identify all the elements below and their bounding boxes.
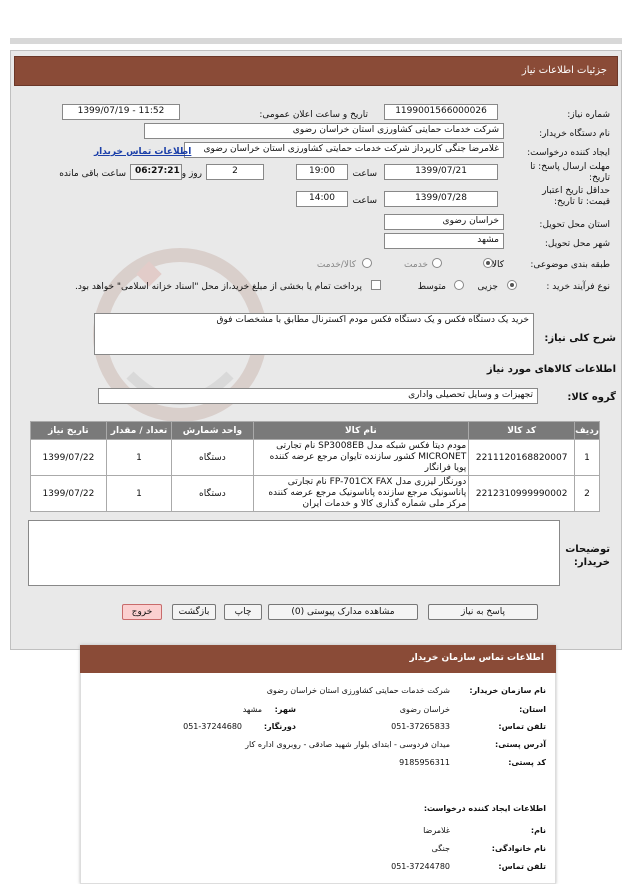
row-name: مودم دیتا فکس شبکه مدل SP3008EB نام تجارتی MICRONET کشور سازنده تایوان مرجع عرضه کننده پویا فرانگار [253,440,469,476]
process-option-minor: جزیی [477,282,498,292]
cphone-label: تلفن تماس: [498,862,546,871]
buyer-notes-field[interactable] [28,520,560,586]
org-label: نام سازمان خریدار: [469,686,546,695]
address-label: آدرس پستی: [495,740,546,749]
fax-c-value: 051-37244680 [183,722,242,731]
remaining-label: ساعت باقی مانده [59,169,126,179]
city-c-label: شهر: [274,705,296,714]
buyer-notes-label-2: خریدار: [573,557,610,568]
validity-time-field[interactable]: 14:00 [296,191,348,207]
province-c-label: استان: [519,705,546,714]
address-value: میدان فردوسی - ابتدای بلوار شهید صادقی - روبروی اداره کار [245,740,450,749]
goods-table-wrap [30,421,600,512]
process-label: نوع فرآیند خرید : [546,282,610,292]
process-radio-minor[interactable] [507,280,517,293]
col-code: کد کالا [469,422,575,440]
description-text[interactable]: خرید یک دستگاه فکس و یک دستگاه فکس مودم اکسترنال مطابق با مشخصات فوق [94,313,534,355]
postal-value: 9185956311 [399,758,450,767]
deadline-time-label: ساعت [352,169,377,179]
process-radio-medium[interactable] [454,280,464,293]
panel-header [14,56,618,86]
reply-button[interactable]: پاسخ به نیاز [428,604,538,620]
cphone-value: 051-37244780 [391,862,450,871]
creator-label: ایجاد کننده درخواست: [527,148,610,158]
back-button[interactable]: بازگشت [172,604,216,620]
contact-card-title: اطلاعات تماس سازمان خریدار [409,653,544,663]
postal-label: کد پستی: [508,758,546,767]
city-label: شهر محل تحویل: [544,239,610,249]
need-number-field[interactable]: 1199001566000026 [384,104,498,120]
deadline-label-1: مهلت ارسال پاسخ: تا [530,162,610,172]
attachments-button[interactable]: مشاهده مدارک پیوستی (0) [268,604,418,620]
province-c-value: خراسان رضوی [399,705,450,714]
family-value: جنگی [431,844,450,853]
announce-field[interactable]: 1399/07/19 - 11:52 [62,104,180,120]
buyer-notes-label-1: توضیحات [565,544,610,555]
treasury-checkbox[interactable] [371,280,381,290]
deadline-time-field[interactable]: 19:00 [296,164,348,180]
goods-section-title: اطلاعات کالاهای مورد نیاز [486,364,616,375]
phone-c-label: تلفن تماس: [498,722,546,731]
city-c-value: مشهد [242,705,262,714]
need-number-label: شماره نیاز: [567,110,610,120]
category-radio-service[interactable] [432,258,442,271]
goods-group-field[interactable]: تجهیزات و وسایل تحصیلی واداری [98,388,538,404]
row-qty: 1 [106,476,171,512]
validity-label-2: قیمت: تا تاریخ: [554,197,610,207]
buyer-org-label: نام دستگاه خریدار: [539,129,610,139]
table-row [31,476,600,512]
category-label: طبقه بندی موضوعی: [530,260,610,270]
deadline-date-field[interactable]: 1399/07/21 [384,164,498,180]
buyer-contact-link[interactable]: اطلاعات تماس خریدار [94,147,192,157]
goods-group-label: گروه کالا: [567,392,616,403]
deadline-label-2: تاریخ: [589,173,610,183]
row-date: 1399/07/22 [31,476,107,512]
contact-card-header [80,645,556,673]
process-option-medium: متوسط [417,282,446,292]
province-field[interactable]: خراسان رضوی [384,214,504,230]
payment-note: پرداخت تمام یا بخشی از مبلغ خرید،از محل "اسناد خزانه اسلامی" خواهد بود. [74,282,362,292]
name-label: نام: [530,826,546,835]
org-value: شرکت خدمات حمایتی کشاورزی استان خراسان رضوی [266,686,450,695]
category-option-goods: کالا [491,260,504,270]
name-value: غلامرضا [423,826,450,835]
table-row [31,440,600,476]
row-number: 1 [575,440,600,476]
remaining-time-field: 06:27:21 [130,164,182,180]
row-name: دورنگار لیزری مدل FP-701CX FAX نام تجارتی پاناسونیک مرجع سازنده پاناسونیک مرجع عرضه کننده مرکز ملی شماره گذاری کالا و خدمات ایران [253,476,469,512]
days-field[interactable]: 2 [206,164,264,180]
goods-table [30,421,600,512]
exit-button[interactable]: خروج [122,604,162,620]
top-strip [10,38,622,44]
row-code: 2212310999990002 [469,476,575,512]
phone-c-value: 051-37265833 [391,722,450,731]
print-button[interactable]: چاپ [224,604,262,620]
row-date: 1399/07/22 [31,440,107,476]
description-label: شرح کلی نیاز: [544,333,616,344]
validity-label-1: حداقل تاریخ اعتبار [542,186,610,196]
contact-card [80,645,556,884]
days-label: روز و [181,169,202,179]
fax-c-label: دورنگار: [263,722,296,731]
col-qty: تعداد / مقدار [106,422,171,440]
announce-label: تاریخ و ساعت اعلان عمومی: [259,110,368,120]
row-number: 2 [575,476,600,512]
col-name: نام کالا [253,422,469,440]
col-row: ردیف [575,422,600,440]
validity-time-label: ساعت [352,196,377,206]
creator-section-title: اطلاعات ایجاد کننده درخواست: [423,804,546,813]
row-unit: دستگاه [172,476,253,512]
col-unit: واحد شمارش [172,422,253,440]
category-radio-both[interactable] [362,258,372,271]
col-date: تاریخ نیاز [31,422,107,440]
page-title: جزئیات اطلاعات نیاز [521,65,607,76]
family-label: نام خانوادگی: [491,844,546,853]
city-field[interactable]: مشهد [384,233,504,249]
province-label: استان محل تحویل: [539,220,610,230]
creator-field[interactable]: غلامرضا جنگی کارپرداز شرکت خدمات حمایتی کشاورزی استان خراسان رضوی [184,142,504,158]
row-qty: 1 [106,440,171,476]
category-option-both: کالا/خدمت [316,260,356,270]
row-code: 2211120168820007 [469,440,575,476]
row-unit: دستگاه [172,440,253,476]
category-option-service: خدمت [404,260,428,270]
buyer-org-field[interactable]: شرکت خدمات حمایتی کشاورزی استان خراسان رضوی [144,123,504,139]
validity-date-field[interactable]: 1399/07/28 [384,191,498,207]
